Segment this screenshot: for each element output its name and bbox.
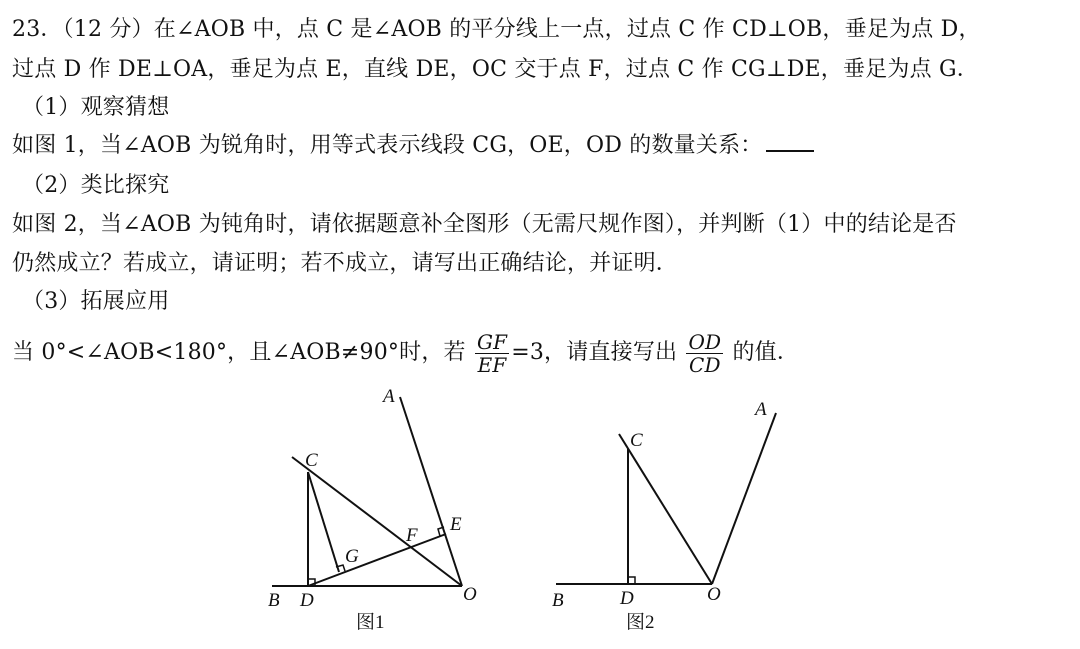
- label-g-fig1: G: [345, 546, 359, 567]
- figure-2-labels: [552, 399, 767, 633]
- figure-2-caption: 图2: [626, 612, 655, 633]
- figure-1: [272, 397, 462, 586]
- part3-prefix: 当 0°<∠AOB<180°，且∠AOB≠90°时，若: [12, 340, 466, 365]
- label-c-fig1: C: [305, 450, 318, 471]
- problem-statement-line-2: 过点 D 作 DE⊥OA，垂足为点 E，直线 DE，OC 交于点 F，过点 C 作 CG⊥DE，垂足为点 G．: [12, 57, 979, 82]
- figure-1-caption: 图1: [356, 612, 385, 633]
- part2-title: （2）类比探究: [22, 173, 170, 198]
- label-f-fig1: F: [406, 525, 418, 546]
- figure-1-labels: [268, 386, 477, 633]
- problem-statement-line-1: 23．（12 分）在∠AOB 中，点 C 是∠AOB 的平分线上一点，过点 C 作 CD⊥OB，垂足为点 D，: [12, 17, 981, 42]
- label-d-fig1: D: [300, 590, 314, 611]
- part1-title: （1）观察猜想: [22, 95, 170, 120]
- figure-2: [556, 413, 776, 584]
- label-o-fig1: O: [463, 584, 477, 605]
- segment-cg-fig1: [308, 472, 339, 572]
- fraction-denominator: CD: [688, 352, 721, 377]
- part2-text-line-2: 仍然成立？若成立，请证明；若不成立，请写出正确结论，并证明．: [12, 251, 679, 276]
- fraction-denominator: EF: [477, 352, 507, 377]
- fraction-numerator: OD: [688, 329, 722, 354]
- label-e-fig1: E: [450, 514, 462, 535]
- bisector-oc-fig2: [619, 434, 712, 584]
- ray-oa-fig2: [712, 413, 776, 584]
- label-d-fig2: D: [620, 588, 634, 609]
- label-a-fig2: A: [755, 399, 767, 420]
- part1-text: 如图 1，当∠AOB 为锐角时，用等式表示线段 CG，OE，OD 的数量关系：: [12, 133, 763, 158]
- ray-oa-fig1: [400, 397, 462, 586]
- label-c-fig2: C: [630, 430, 643, 451]
- part3-mid: =3，请直接写出: [511, 340, 678, 365]
- label-b-fig2: B: [552, 590, 564, 611]
- part2-text-line-1: 如图 2，当∠AOB 为钝角时，请依据题意补全图形（无需尺规作图），并判断（1）中的结论是否: [12, 212, 957, 237]
- fraction-numerator: GF: [476, 329, 508, 354]
- right-angle-d-fig2: [628, 577, 635, 584]
- part3-title: （3）拓展应用: [22, 289, 170, 314]
- label-a-fig1: A: [383, 386, 395, 407]
- label-b-fig1: B: [268, 590, 280, 611]
- bisector-oc-fig1: [292, 457, 462, 586]
- label-o-fig2: O: [707, 584, 721, 605]
- part3-suffix: 的值．: [732, 340, 800, 365]
